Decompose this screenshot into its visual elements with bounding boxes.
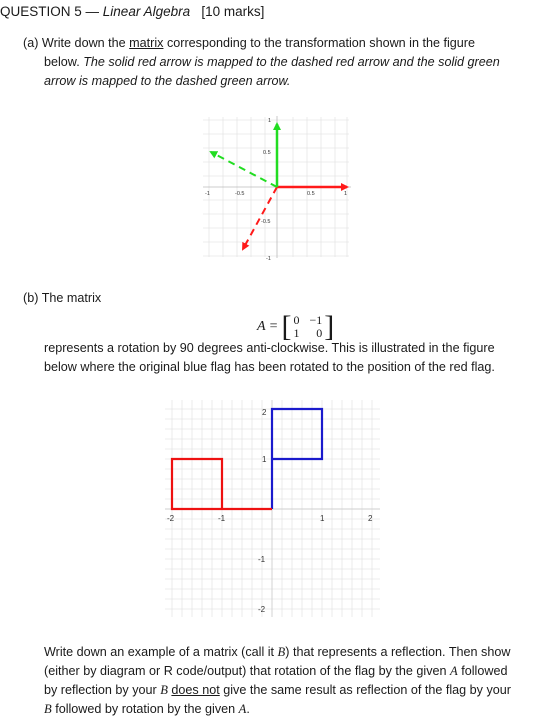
part-b-text: The matrix: [41, 291, 102, 305]
header-dash: —: [85, 4, 100, 19]
part-b-label: (b): [23, 291, 39, 305]
y-tick-b-2: -1: [258, 555, 266, 564]
x-tick-a-1: -0.5: [235, 191, 245, 197]
question-topic: Linear Algebra: [102, 4, 191, 19]
part-b-intro: [23, 289, 101, 308]
part-b-description: [44, 339, 544, 377]
y-tick-a-3: -1: [266, 256, 271, 262]
blue-flag: [272, 409, 322, 509]
part-a-text-3: below.: [44, 55, 80, 69]
x-tick-b-0: -2: [167, 514, 175, 523]
transformation-figure: [199, 112, 355, 262]
part-a-italic-2: arrow is mapped to the dashed green arrow.: [44, 74, 291, 88]
final-line-4a: followed by rotation by the given: [55, 702, 236, 716]
x-tick-a-0: -1: [205, 191, 210, 197]
bracket-left: [: [281, 310, 292, 343]
part-a-text-1: Write down the: [41, 36, 126, 50]
x-tick-a-3: 1: [344, 191, 348, 197]
bracket-right: ]: [324, 310, 335, 343]
rotation-figure: [160, 395, 385, 620]
question-number: QUESTION 5: [0, 4, 82, 19]
part-a-text-2: corresponding to the transformation shown in the figure: [166, 36, 475, 50]
x-tick-b-2: 1: [320, 514, 325, 523]
y-tick-a-1: 0.5: [263, 150, 271, 156]
red-flag: [172, 459, 272, 509]
part-a-text: [23, 34, 543, 91]
x-tick-b-1: -1: [218, 514, 226, 523]
x-tick-b-3: 2: [368, 514, 373, 523]
matrix-a-entries: [293, 314, 322, 340]
final-line-3a: by reflection by your: [44, 683, 157, 697]
final-line-4b: .: [246, 702, 250, 716]
symbol-b-2: B: [160, 683, 168, 697]
symbol-b-3: B: [44, 702, 52, 716]
final-line-1a: Write down an example of a matrix (call it: [44, 645, 275, 659]
part-a-italic-1: The solid red arrow is mapped to the dashed red arrow and the solid green: [83, 55, 500, 69]
dashed-green-arrow: [211, 152, 277, 187]
symbol-a-1: A: [450, 664, 458, 678]
y-tick-b-0: 2: [262, 408, 267, 417]
final-line-2b: followed: [461, 664, 508, 678]
part-a-label: (a): [23, 36, 39, 50]
symbol-b-1: B: [277, 645, 286, 659]
final-line-1b: ) that represents a reflection. Then show: [285, 645, 511, 659]
a-entry-00: 0: [293, 313, 300, 327]
question-marks: [10 marks]: [201, 4, 265, 19]
final-line-2a: (either by diagram or R code/output) that rotation of the flag by the given: [44, 664, 447, 678]
equals-sign: =: [269, 319, 278, 334]
y-tick-b-1: 1: [262, 455, 267, 464]
part-b-line-1: represents a rotation by 90 degrees anti-clockwise. This is illustrated in the figure: [44, 341, 495, 355]
symbol-a-2: A: [238, 702, 247, 716]
y-tick-a-2: -0.5: [261, 219, 271, 225]
matrix-word: matrix: [129, 36, 164, 50]
part-b-line-2: below where the original blue flag has been rotated to the position of the red flag.: [44, 360, 495, 374]
question-header: [0, 4, 264, 19]
a-entry-10: 1: [293, 326, 300, 340]
dashed-red-arrow: [243, 187, 277, 249]
matrix-a-symbol: A: [257, 319, 266, 334]
a-entry-11: 0: [316, 326, 323, 340]
final-question: [44, 643, 544, 719]
final-line-3b: give the same result as reflection of the flag by your: [223, 683, 511, 697]
x-tick-a-2: 0.5: [307, 191, 315, 197]
a-entry-01: −1: [309, 313, 323, 327]
y-tick-b-3: -2: [258, 605, 266, 614]
y-tick-a-0: 1: [268, 118, 272, 124]
does-not-underline: does not: [171, 683, 220, 697]
